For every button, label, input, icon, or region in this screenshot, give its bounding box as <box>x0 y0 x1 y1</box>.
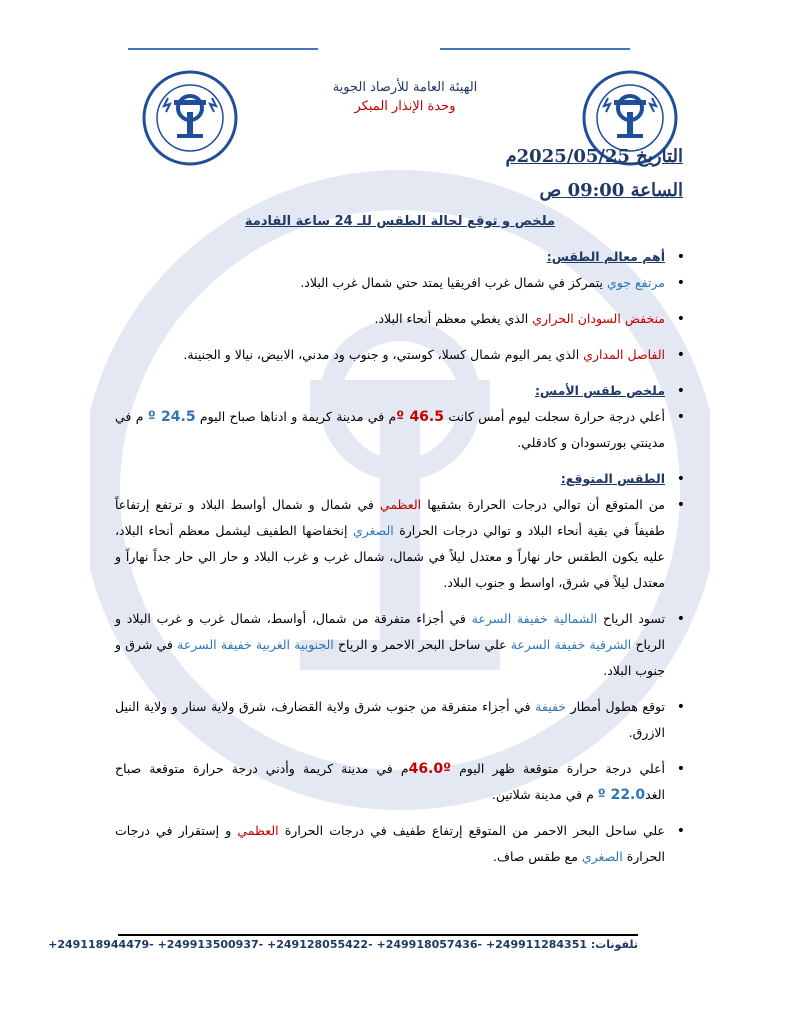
highlight-text: الفاصل المداري <box>583 347 665 362</box>
list-item <box>115 756 665 808</box>
list-item <box>115 606 665 684</box>
body-text: في شمال و شمال أواسط البلاد و ترتفع إرتفاعاً طفيفاً في بقية أنحاء البلاد و توالي درجات الحرارة <box>115 497 666 538</box>
highlight-text: خفيفة <box>535 699 567 714</box>
list-item <box>115 306 665 332</box>
body-text: علي ساحل البحر الاحمر و الرياح <box>333 637 511 652</box>
yesterday-heading: ملخص طقس الأمس: <box>534 383 665 398</box>
unit-name: وحدة الإنذار المبكر <box>354 99 456 114</box>
highlight-text: الشرقية خفيفة السرعة <box>510 637 632 652</box>
body-text: في أجزاء متفرقة من جنوب شرق ولاية القضارف، شرق ولاية سنار و ولاية النيل الازرق. <box>115 699 665 740</box>
max-temp-value: 46.5 º <box>396 409 444 425</box>
list-item <box>115 818 665 870</box>
organization-header <box>270 80 540 114</box>
phone-numbers: +249118944479- +249913500937- +249128055422- +249918057436- +249911284351 <box>48 938 588 951</box>
body-text: في أجزاء متفرقة من شمال، أواسط، شمال غرب و غرب البلاد و الرياح <box>115 611 666 652</box>
body-text: الذي يغطي معظم أنحاء البلاد. <box>374 311 533 326</box>
bulletin-body <box>115 244 685 880</box>
body-text: الذي يمر اليوم شمال كسلا، كوستي، و جنوب ود مدني، الابيض، نيالا و الجنينة. <box>183 347 584 362</box>
min-temp-value: 24.5 º <box>147 409 196 425</box>
body-text: م في مدينتي بورتسودان و كادقلي. <box>115 409 665 450</box>
list-item <box>115 270 665 296</box>
body-text: من المتوقع أن توالي درجات الحرارة بشقيها <box>421 497 665 512</box>
header-rule-right <box>440 48 630 50</box>
list-item <box>115 492 665 596</box>
body-text: توقع هطول أمطار <box>566 699 665 714</box>
max-temp-value: 46.0º <box>408 761 452 777</box>
list-item <box>115 466 665 492</box>
forecast-heading: الطقس المتوقع: <box>560 471 665 486</box>
body-text: يتمركز في شمال غرب افريقيا يمتد حتي شمال غرب البلاد. <box>300 275 607 290</box>
footer-phones <box>48 938 638 951</box>
highlight-text: الصغري <box>581 849 623 864</box>
body-text: م في مدينة شلاتين. <box>491 787 598 802</box>
min-temp-value: 22.0 º <box>597 787 646 803</box>
body-text: في شرق و جنوب البلاد. <box>115 637 665 678</box>
features-heading: أهم معالم الطقس: <box>546 249 665 264</box>
body-text: إنخفاضها الطفيف ليشمل معظم أنحاء البلاد، عليه يكون الطقس حار نهاراً و معتدل ليلاً في شمال، شمال غرب و غرب البلاد و حار الي حار جداً نهاراً و معتدل ليلاً في شرق، اواسط و جنوب البلاد. <box>115 523 665 590</box>
list-item <box>115 404 665 456</box>
body-text: و إستقرار في درجات الحرارة <box>115 823 665 864</box>
bulletin-date: التاريخ 2025/05/25م <box>505 146 683 167</box>
body-text: أعلي درجة حرارة متوقعة ظهر اليوم <box>451 761 665 776</box>
organization-name: الهيئة العامة للأرصاد الجوية <box>332 80 478 95</box>
header-rule-left <box>128 48 318 50</box>
list-item <box>115 342 665 368</box>
body-text: تسود الرياح <box>597 611 665 626</box>
highlight-text: العظمي <box>237 823 279 838</box>
highlight-text: مرتفع جوي <box>607 275 665 290</box>
bulletin-title: ملخص و توقع لحالة الطقس للـ 24 ساعة القادمة <box>244 214 556 229</box>
highlight-text: الصغري <box>352 523 394 538</box>
list-item <box>115 694 665 746</box>
body-text: علي ساحل البحر الاحمر من المتوقع إرتفاع طفيف في درجات الحرارة <box>278 823 665 838</box>
authority-logo-left <box>140 68 240 168</box>
body-text: م في مدينة كريمة وأدني درجة حرارة متوقعة صباح الغد <box>115 761 665 802</box>
highlight-text: العظمي <box>379 497 422 512</box>
bulletin-time: الساعة 09:00 ص <box>539 180 683 201</box>
list-item <box>115 378 665 404</box>
body-text: أعلي درجة حرارة سجلت ليوم أمس كانت <box>443 409 666 424</box>
highlight-text: الشمالية خفيفة السرعة <box>471 611 598 626</box>
footer-label: تلفونات: <box>587 938 638 951</box>
list-item <box>115 244 665 270</box>
highlight-text: الجنوبية الغربية خفيفة السرعة <box>177 637 334 652</box>
features-list <box>115 244 685 870</box>
footer-rule <box>118 934 638 936</box>
body-text: م في مدينة كريمة و ادناها صباح اليوم <box>195 409 397 424</box>
body-text: مع طقس صاف. <box>493 849 582 864</box>
highlight-text: منخفض السودان الحراري <box>532 311 665 326</box>
